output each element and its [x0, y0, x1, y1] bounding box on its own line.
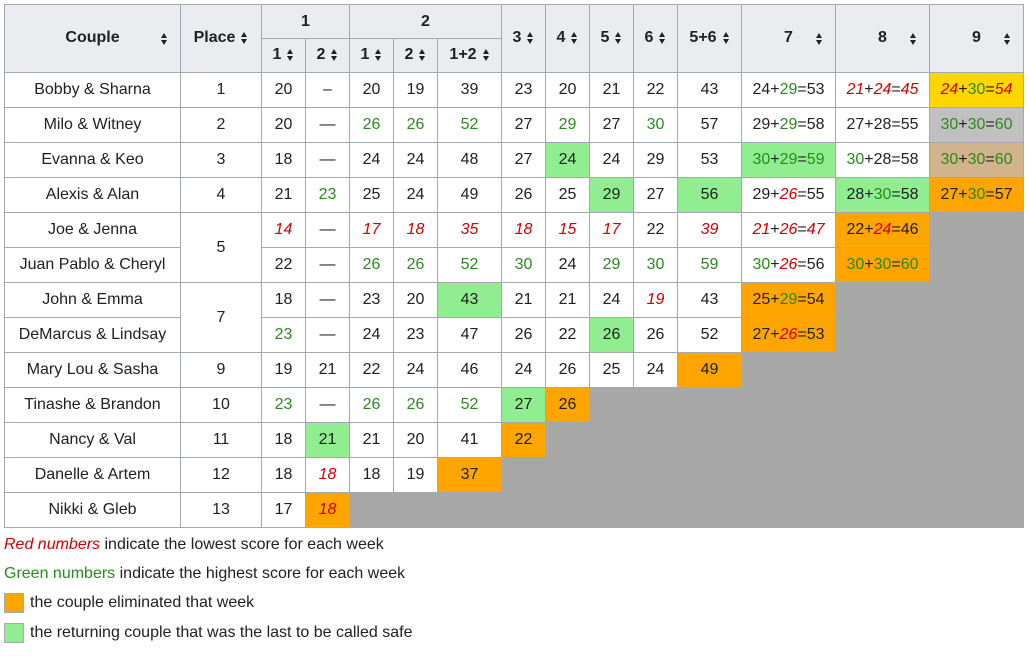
score-cell: 53 — [678, 143, 742, 178]
score-cell-eliminated — [930, 178, 1024, 213]
score-part: 24 — [940, 81, 959, 98]
score-cell: 15 — [546, 213, 590, 248]
sort-icon[interactable] — [161, 33, 168, 45]
score-cell: — — [306, 213, 350, 248]
col-header-week2-dance2[interactable]: 2 — [394, 39, 438, 73]
score-cell: 20 — [350, 73, 394, 108]
score-cell: 30 — [502, 248, 546, 283]
score-cell: 23 — [262, 318, 306, 353]
score-part: 29 — [779, 291, 798, 308]
score-cell: 24 — [350, 318, 394, 353]
score-cell: 43 — [678, 73, 742, 108]
score-part: + — [958, 81, 968, 98]
score-part: 29 — [779, 151, 798, 168]
col-header-couple[interactable]: Couple — [5, 5, 181, 73]
sort-icon[interactable] — [331, 49, 338, 61]
empty-cell — [350, 493, 502, 528]
score-part: 29 — [752, 186, 771, 203]
couple-name: Danelle & Artem — [5, 458, 181, 493]
score-part: = — [985, 81, 995, 98]
score-part: = — [891, 81, 901, 98]
empty-cell — [546, 423, 590, 528]
score-cell: 29 — [546, 108, 590, 143]
legend-eliminated-text: the couple eliminated that week — [30, 594, 255, 612]
score-cell: 24 — [590, 143, 634, 178]
score-part: 29 — [752, 116, 771, 133]
score-part: 30 — [873, 186, 892, 203]
col-header-week4[interactable]: 4 — [546, 5, 590, 73]
score-cell: 21 — [590, 73, 634, 108]
legend-last-safe — [4, 623, 412, 643]
empty-cell — [836, 283, 930, 528]
score-part: + — [770, 151, 780, 168]
score-cell: 46 — [438, 353, 502, 388]
score-cell-last-safe: 26 — [590, 318, 634, 353]
score-part: =58 — [797, 116, 825, 133]
score-part: 27 — [940, 186, 959, 203]
last-safe-swatch — [4, 623, 24, 643]
score-cell-eliminated: 49 — [678, 353, 742, 388]
score-cell: 41 — [438, 423, 502, 458]
place-cell: 9 — [181, 353, 262, 388]
score-part: + — [864, 256, 874, 273]
empty-cell — [930, 213, 1024, 528]
couple-name: DeMarcus & Lindsay — [5, 318, 181, 353]
score-cell: 20 — [394, 283, 438, 318]
score-cell: 26 — [350, 248, 394, 283]
col-header-week1-dance1[interactable]: 1 — [262, 39, 306, 73]
score-part: =57 — [985, 186, 1013, 203]
score-cell: 26 — [394, 248, 438, 283]
score-cell: 18 — [262, 423, 306, 458]
score-part: + — [770, 186, 780, 203]
score-part: 25 — [752, 291, 771, 308]
score-cell: 19 — [394, 73, 438, 108]
score-cell: 23 — [350, 283, 394, 318]
score-cell: 24 — [394, 353, 438, 388]
score-part: 60 — [994, 116, 1013, 133]
score-cell: 18 — [502, 213, 546, 248]
sort-icon[interactable] — [375, 49, 382, 61]
score-cell: 26 — [502, 318, 546, 353]
table-row — [5, 178, 1024, 213]
score-cell: 57 — [678, 108, 742, 143]
score-part: 47 — [806, 221, 825, 238]
score-cell: — — [306, 143, 350, 178]
sort-icon[interactable] — [615, 32, 622, 44]
score-part: 26 — [779, 326, 798, 343]
score-part: 27+28=55 — [846, 116, 919, 133]
score-cell: 39 — [438, 73, 502, 108]
score-part: 24 — [873, 221, 892, 238]
score-cell: 24 — [546, 248, 590, 283]
score-cell: 52 — [438, 248, 502, 283]
score-cell: 27 — [634, 178, 678, 213]
score-cell: 26 — [350, 108, 394, 143]
score-cell: 43 — [678, 283, 742, 318]
score-cell: 18 — [306, 458, 350, 493]
score-cell: 47 — [438, 318, 502, 353]
score-cell: 21 — [350, 423, 394, 458]
score-part: 24 — [873, 81, 892, 98]
score-cell: – — [306, 73, 350, 108]
score-part: 26 — [779, 256, 798, 273]
score-part: = — [985, 151, 995, 168]
place-cell: 7 — [181, 283, 262, 353]
score-cell: 24 — [502, 353, 546, 388]
score-cell: 48 — [438, 143, 502, 178]
couple-name: John & Emma — [5, 283, 181, 318]
score-cell: 23 — [262, 388, 306, 423]
score-cell: 19 — [634, 283, 678, 318]
score-cell: 24 — [394, 178, 438, 213]
score-part: 21 — [752, 221, 771, 238]
legend-red-label: Red numbers — [4, 536, 101, 553]
score-cell: 21 — [502, 283, 546, 318]
score-cell: 29 — [634, 143, 678, 178]
score-cell-last-safe: 27 — [502, 388, 546, 423]
legend-green-text: indicate the highest score for each week — [115, 565, 406, 582]
score-part: 30 — [967, 151, 986, 168]
score-cell-last-safe: 29 — [590, 178, 634, 213]
score-cell: 17 — [350, 213, 394, 248]
sort-icon[interactable] — [419, 49, 426, 61]
legend-red — [4, 536, 384, 554]
score-cell: 17 — [590, 213, 634, 248]
score-cell: 23 — [394, 318, 438, 353]
score-part: =58 — [891, 186, 919, 203]
table-row — [5, 213, 1024, 248]
couple-name: Evanna & Keo — [5, 143, 181, 178]
couple-name: Milo & Witney — [5, 108, 181, 143]
score-part: 45 — [900, 81, 919, 98]
score-part: + — [864, 186, 874, 203]
score-part: =54 — [797, 291, 825, 308]
score-part: 30 — [846, 256, 865, 273]
score-cell: 26 — [546, 353, 590, 388]
eliminated-swatch — [4, 593, 24, 613]
couple-name: Juan Pablo & Cheryl — [5, 248, 181, 283]
score-part: 26 — [779, 221, 798, 238]
couple-name: Mary Lou & Sasha — [5, 353, 181, 388]
score-cell: 26 — [634, 318, 678, 353]
col-header-week8[interactable]: 8 — [836, 5, 930, 73]
score-cell: 59 — [678, 248, 742, 283]
place-cell: 1 — [181, 73, 262, 108]
score-part: 24 — [752, 81, 771, 98]
score-cell-eliminated: 26 — [546, 388, 590, 423]
score-cell: 35 — [438, 213, 502, 248]
score-cell: 20 — [262, 108, 306, 143]
place-cell: 5 — [181, 213, 262, 283]
score-cell: 19 — [394, 458, 438, 493]
place-cell: 11 — [181, 423, 262, 458]
score-part: 21 — [846, 81, 865, 98]
table-row — [5, 73, 1024, 108]
score-part: + — [958, 186, 968, 203]
score-part: 30 — [940, 116, 959, 133]
score-cell: 25 — [546, 178, 590, 213]
score-cell: 52 — [678, 318, 742, 353]
score-cell: 23 — [502, 73, 546, 108]
score-cell — [742, 178, 836, 213]
couple-name: Nancy & Val — [5, 423, 181, 458]
score-part: + — [770, 81, 780, 98]
sort-icon[interactable] — [910, 33, 917, 45]
score-cell: 30 — [634, 248, 678, 283]
col-header-week2: 2 — [350, 5, 502, 39]
empty-cell — [590, 388, 742, 528]
score-cell-last-safe: 24 — [546, 143, 590, 178]
place-cell: 13 — [181, 493, 262, 528]
legend-red-text: indicate the lowest score for each week — [100, 536, 384, 553]
score-part: 29 — [779, 81, 798, 98]
col-header-week3[interactable]: 3 — [502, 5, 546, 73]
sort-icon[interactable] — [483, 49, 490, 61]
sort-icon[interactable] — [1004, 33, 1011, 45]
score-part: = — [797, 221, 807, 238]
score-cell-eliminated: 18 — [306, 493, 350, 528]
sort-icon[interactable] — [571, 32, 578, 44]
col-header-week1: 1 — [262, 5, 350, 39]
score-part: 54 — [994, 81, 1013, 98]
score-cell — [742, 108, 836, 143]
score-cell: 25 — [590, 353, 634, 388]
score-part: 30 — [967, 81, 986, 98]
score-part: =53 — [797, 326, 825, 343]
score-cell: 29 — [590, 248, 634, 283]
score-cell: 52 — [438, 388, 502, 423]
score-part: 60 — [994, 151, 1013, 168]
score-part: 29 — [779, 116, 798, 133]
couple-name: Nikki & Gleb — [5, 493, 181, 528]
score-cell: 20 — [394, 423, 438, 458]
legend-green — [4, 565, 405, 583]
couple-name: Tinashe & Brandon — [5, 388, 181, 423]
score-cell: 22 — [262, 248, 306, 283]
score-cell: 52 — [438, 108, 502, 143]
score-part: 30 — [967, 116, 986, 133]
place-cell: 2 — [181, 108, 262, 143]
sort-icon[interactable] — [723, 32, 730, 44]
score-part: + — [770, 221, 780, 238]
score-cell: — — [306, 248, 350, 283]
score-part: 59 — [806, 151, 825, 168]
score-cell-eliminated: 22 — [502, 423, 546, 458]
score-part: 30 — [846, 151, 865, 168]
score-cell: 49 — [438, 178, 502, 213]
col-header-week9[interactable]: 9 — [930, 5, 1024, 73]
table-row — [5, 248, 1024, 283]
score-cell: 24 — [394, 143, 438, 178]
score-cell: 20 — [546, 73, 590, 108]
col-header-week1-dance2[interactable]: 2 — [306, 39, 350, 73]
score-cell: 18 — [262, 283, 306, 318]
score-part: + — [770, 326, 780, 343]
score-cell: — — [306, 108, 350, 143]
score-cell-eliminated — [836, 248, 930, 283]
score-cell: — — [306, 283, 350, 318]
sort-icon[interactable] — [527, 32, 534, 44]
empty-cell — [742, 353, 836, 528]
score-part: =46 — [891, 221, 919, 238]
score-cell: 14 — [262, 213, 306, 248]
score-cell-third — [930, 143, 1024, 178]
score-cell: 21 — [546, 283, 590, 318]
score-cell: 21 — [306, 353, 350, 388]
score-part: + — [770, 116, 780, 133]
legend-eliminated — [4, 593, 254, 613]
score-cell-last-safe: 43 — [438, 283, 502, 318]
score-cell: — — [306, 388, 350, 423]
col-header-week56[interactable]: 5+6 — [678, 5, 742, 73]
table-row — [5, 283, 1024, 318]
score-cell — [742, 213, 836, 248]
place-cell: 12 — [181, 458, 262, 493]
legend-last-safe-text: the returning couple that was the last to be called safe — [30, 624, 413, 642]
sort-icon[interactable] — [659, 32, 666, 44]
col-header-week6[interactable]: 6 — [634, 5, 678, 73]
couple-name: Alexis & Alan — [5, 178, 181, 213]
score-part: + — [864, 81, 874, 98]
place-cell: 10 — [181, 388, 262, 423]
score-cell-last-safe: 56 — [678, 178, 742, 213]
score-cell: 24 — [634, 353, 678, 388]
score-cell: 22 — [546, 318, 590, 353]
sort-icon[interactable] — [241, 32, 248, 44]
score-cell-runner-up — [930, 108, 1024, 143]
score-cell: 25 — [350, 178, 394, 213]
score-cell-winner — [930, 73, 1024, 108]
score-cell-last-safe — [836, 178, 930, 213]
score-cell: 26 — [502, 178, 546, 213]
score-part: 30 — [752, 151, 771, 168]
score-cell-last-safe — [742, 143, 836, 178]
score-cell: 27 — [502, 108, 546, 143]
score-cell: 39 — [678, 213, 742, 248]
table-row — [5, 143, 1024, 178]
score-cell: 26 — [394, 108, 438, 143]
col-header-week7[interactable]: 7 — [742, 5, 836, 73]
score-cell: 24 — [590, 283, 634, 318]
score-cell: 18 — [394, 213, 438, 248]
score-cell-last-safe: 21 — [306, 423, 350, 458]
score-part: 30 — [752, 256, 771, 273]
score-part: 27 — [752, 326, 771, 343]
score-part: 30 — [967, 186, 986, 203]
score-cell: 18 — [262, 458, 306, 493]
score-cell: 17 — [262, 493, 306, 528]
score-cell: 19 — [262, 353, 306, 388]
score-cell: 18 — [262, 143, 306, 178]
score-cell: 30 — [634, 108, 678, 143]
score-part: 60 — [900, 256, 919, 273]
score-cell-eliminated: 37 — [438, 458, 502, 493]
score-cell: 22 — [350, 353, 394, 388]
score-part: + — [864, 221, 874, 238]
score-cell — [836, 73, 930, 108]
scores-table — [4, 4, 1024, 528]
score-cell-eliminated — [742, 283, 836, 318]
table-row — [5, 108, 1024, 143]
col-header-place[interactable]: Place — [181, 5, 262, 73]
col-header-week2-total[interactable]: 1+2 — [438, 39, 502, 73]
couple-name: Joe & Jenna — [5, 213, 181, 248]
score-part: = — [985, 116, 995, 133]
sort-icon[interactable] — [287, 49, 294, 61]
score-part: 30 — [940, 151, 959, 168]
score-part: = — [797, 151, 807, 168]
score-part: =56 — [797, 256, 825, 273]
score-cell: 26 — [394, 388, 438, 423]
score-cell-eliminated — [742, 318, 836, 353]
place-cell: 4 — [181, 178, 262, 213]
score-cell: — — [306, 318, 350, 353]
legend-green-label: Green numbers — [4, 565, 116, 582]
score-cell: 26 — [350, 388, 394, 423]
sort-icon[interactable] — [816, 33, 823, 45]
score-part: +28=58 — [864, 151, 919, 168]
place-cell: 3 — [181, 143, 262, 178]
score-cell: 22 — [634, 73, 678, 108]
score-cell — [836, 108, 930, 143]
score-cell: 22 — [634, 213, 678, 248]
score-part: 28 — [846, 186, 865, 203]
score-part: + — [958, 116, 968, 133]
score-cell: 27 — [502, 143, 546, 178]
empty-cell — [502, 458, 546, 528]
score-part: + — [770, 291, 780, 308]
score-part: 30 — [873, 256, 892, 273]
score-part: = — [891, 256, 901, 273]
score-part: + — [958, 151, 968, 168]
score-cell: 24 — [350, 143, 394, 178]
score-part: =53 — [797, 81, 825, 98]
score-cell: 23 — [306, 178, 350, 213]
score-part: 26 — [779, 186, 798, 203]
score-cell: 21 — [262, 178, 306, 213]
score-cell — [742, 73, 836, 108]
score-cell: 20 — [262, 73, 306, 108]
score-cell — [742, 248, 836, 283]
score-cell-eliminated — [836, 213, 930, 248]
couple-name: Bobby & Sharna — [5, 73, 181, 108]
score-cell: 18 — [350, 458, 394, 493]
score-cell — [836, 143, 930, 178]
col-header-week5[interactable]: 5 — [590, 5, 634, 73]
score-part: 22 — [846, 221, 865, 238]
score-part: + — [770, 256, 780, 273]
score-part: =55 — [797, 186, 825, 203]
score-cell: 27 — [590, 108, 634, 143]
col-header-week2-dance1[interactable]: 1 — [350, 39, 394, 73]
